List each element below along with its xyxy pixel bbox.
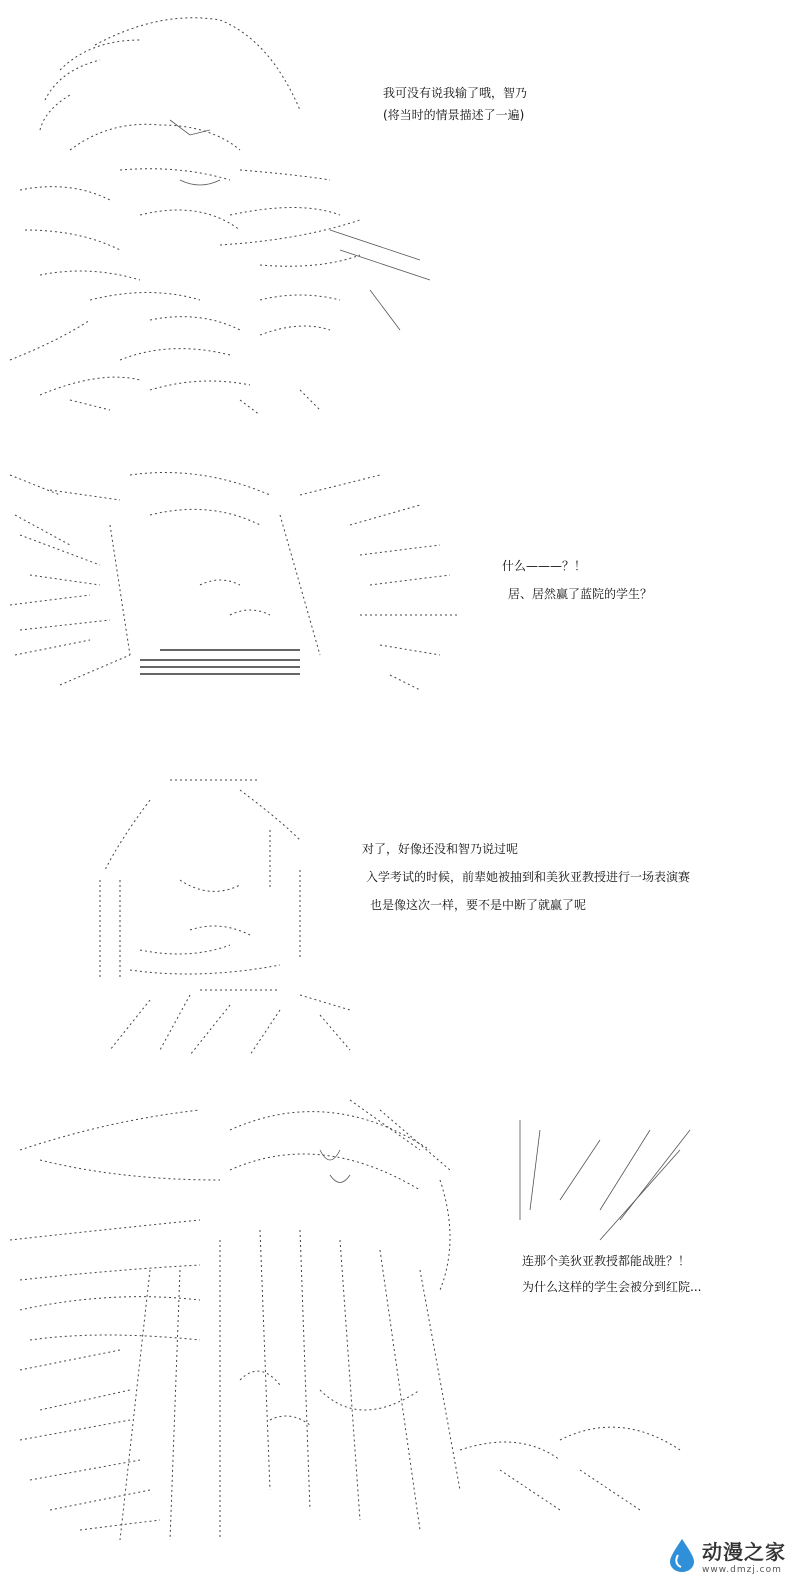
dialogue-line-3: 也是像这次一样，要不是中断了就赢了呢 <box>370 898 587 912</box>
site-watermark <box>668 1535 786 1575</box>
dialogue-line-2: (将当时的情景描述了一遍) <box>383 108 525 122</box>
watermark-name: 动漫之家 <box>702 1539 786 1564</box>
dialogue-line-1: 我可没有说我输了哦，智乃 <box>383 86 528 100</box>
panel-3 <box>0 760 800 1080</box>
ascii-art-surprised-character <box>0 455 470 705</box>
dialogue-line-1: 连那个美狄亚教授都能战胜？！ <box>522 1254 691 1268</box>
dialogue-line-1: 什么———？！ <box>502 559 587 573</box>
dialogue-line-2: 为什么这样的学生会被分到红院... <box>522 1280 702 1294</box>
water-drop-icon <box>668 1537 696 1573</box>
panel-2 <box>0 455 800 720</box>
watermark-url: www.dmzj.com <box>702 1564 782 1575</box>
dialogue-line-2: 入学考试的时候，前辈她被抽到和美狄亚教授进行一场表演赛 <box>366 870 691 884</box>
panel-1 <box>0 0 800 430</box>
panel-4 <box>0 1090 800 1587</box>
ascii-art-shocked-character <box>0 1090 700 1550</box>
dialogue-line-2: 居、居然赢了蓝院的学生？ <box>508 587 653 601</box>
ascii-art-character-shouting <box>0 0 440 420</box>
dialogue-line-1: 对了，好像还没和智乃说过呢 <box>362 842 519 856</box>
